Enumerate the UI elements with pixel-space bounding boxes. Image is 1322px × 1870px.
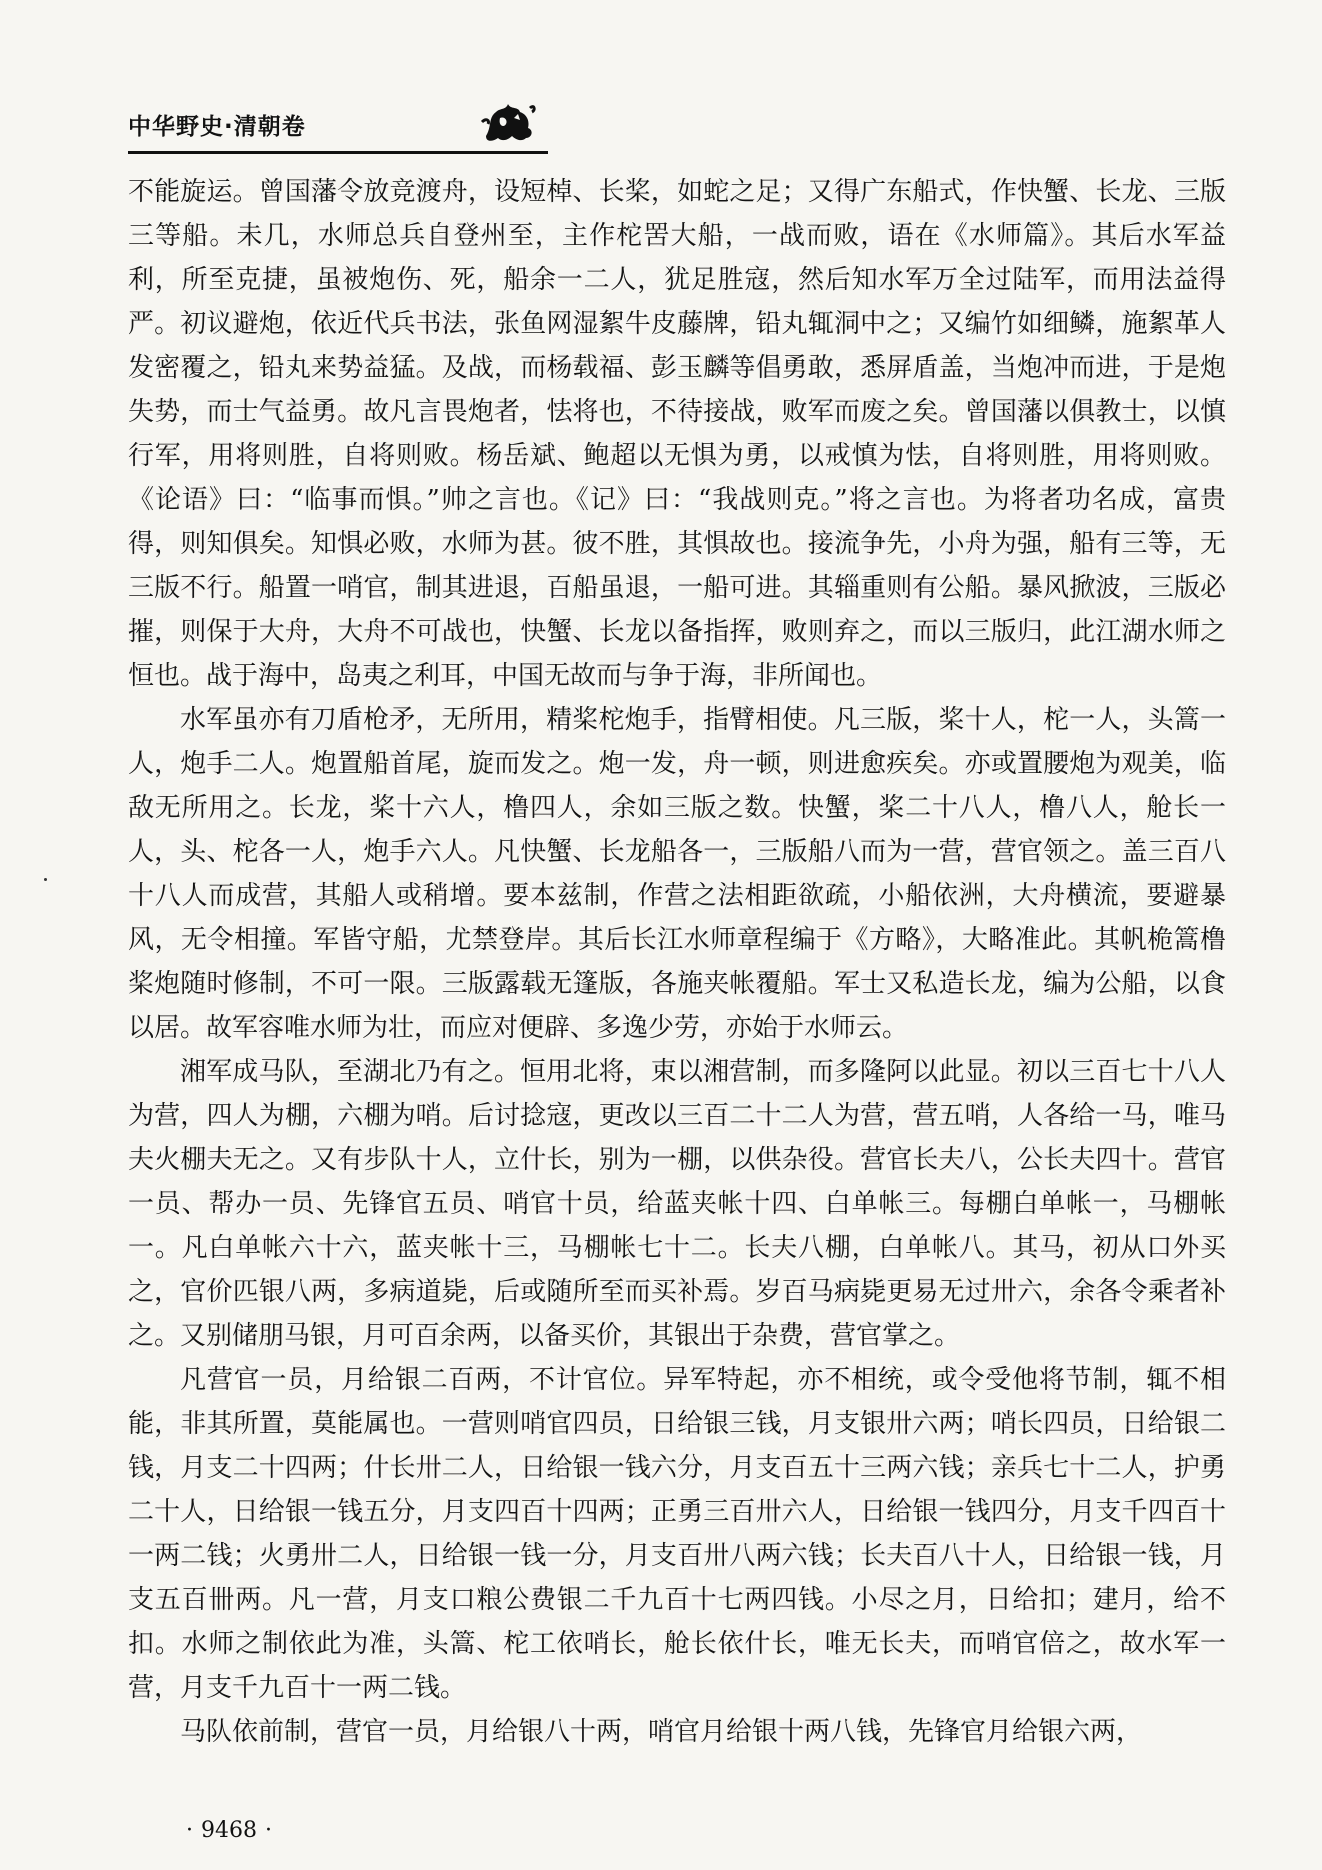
paragraph: 凡营官一员，月给银二百两，不计官位。异军特起，亦不相统，或令受他将节制，辄不相能，非其所置，莫能属也。一营则哨官四员，日给银三钱，月支银卅六两；哨长四员，日给银二钱，月支二十四两；什长卅二人，日给银一钱六分，月支百五十三两六钱；亲兵七十二人，护勇二十人，日给银一钱五分，月支四百十四两；正勇三百卅六人，日给银一钱四分，月支千四百十一两二钱；火勇卅二人，日给银一钱一分，月支百卅八两六钱；长夫百八十人，日给银一钱，月支五百卌两。凡一营，月支口粮公费银二千九百十七两四钱。小尽之月，日给扣；建月，给不扣。水师之制依此为准，头篙、柁工依哨长，舱长依什长，唯无长夫，而哨官倍之，故水军一营，月支千九百十一两二钱。	[128, 1365, 1226, 1703]
scan-speck	[44, 878, 47, 881]
dragon-emblem-icon	[478, 96, 538, 148]
paragraph: 马队依前制，营官一员，月给银八十两，哨官月给银十两八钱，先锋官月给银六两，	[180, 1717, 1143, 1747]
paragraph: 水军虽亦有刀盾枪矛，无所用，精桨柁炮手，指臂相使。凡三版，桨十人，柁一人，头篙一人，炮手二人。炮置船首尾，旋而发之。炮一发，舟一顿，则进愈疾矣。亦或置腰炮为观美，临敌无所用之。长龙，桨十六人，橹四人，余如三版之数。快蟹，桨二十八人，橹八人，舱长一人，头、柁各一人，炮手六人。凡快蟹、长龙船各一，三版船八而为一营，营官领之。盖三百八十八人而成营，其船人或稍增。要本兹制，作营之法相距欲疏，小船依洲，大舟横流，要避暴风，无令相撞。军皆守船，尤禁登岸。其后长江水师章程编于《方略》，大略准此。其帆桅篙橹桨炮随时修制，不可一限。三版露载无篷版，各施夹帐覆船。军士又私造长龙，编为公船，以食以居。故军容唯水师为壮，而应对便辟、多逸少劳，亦始于水师云。	[128, 705, 1226, 1043]
paragraph: 不能旋运。曾国藩令放竞渡舟，设短棹、长桨，如蛇之足；又得广东船式，作快蟹、长龙、三版三等船。未几，水师总兵自登州至，主作柁罟大船，一战而败，语在《水师篇》。其后水军益利，所至克捷，虽被炮伤、死，船余一二人，犹足胜寇，然后知水军万全过陆军，而用法益得严。初议避炮，依近代兵书法，张鱼网湿絮牛皮藤牌，铅丸辄洞中之；又编竹如细鳞，施絮革人发密覆之，铅丸来势益猛。及战，而杨载福、彭玉麟等倡勇敢，悉屏盾盖，当炮冲而进，于是炮失势，而士气益勇。故凡言畏炮者，怯将也，不待接战，败军而废之矣。曾国藩以俱教士，以慎行军，用将则胜，自将则败。杨岳斌、鲍超以无惧为勇，以戒慎为怯，自将则胜，用将则败。《论语》曰：“临事而惧。”帅之言也。《记》曰：“我战则克。”将之言也。为将者功名成，富贵得，则知俱矣。知惧必败，水师为甚。彼不胜，其惧故也。接流争先，小舟为强，船有三等，无三版不行。船置一哨官，制其进退，百船虽退，一船可进。其辎重则有公船。暴风掀波，三版必摧，则保于大舟，大舟不可战也，快蟹、长龙以备指挥，败则弃之，而以三版归，此江湖水师之恒也。战于海中，岛夷之利耳，中国无故而与争于海，非所闻也。	[128, 177, 1226, 691]
page-number: 9468	[201, 1818, 257, 1843]
footer-dot: ·	[186, 1818, 193, 1843]
page-footer	[178, 1818, 280, 1843]
paragraph: 湘军成马队，至湖北乃有之。恒用北将，束以湘营制，而多隆阿以此显。初以三百七十八人为营，四人为棚，六棚为哨。后讨捻寇，更改以三百二十二人为营，营五哨，人各给一马，唯马夫火棚夫无之。又有步队十人，立什长，别为一棚，以供杂役。营官长夫八，公长夫四十。营官一员、帮办一员、先锋官五员、哨官十员，给蓝夹帐十四、白单帐三。每棚白单帐一，马棚帐一。凡白单帐六十六，蓝夹帐十三，马棚帐七十二。长夫八棚，白单帐八。其马，初从口外买之，官价匹银八两，多病道毙，后或随所至而买补焉。岁百马病毙更易无过卅六，余各令乘者补之。又别储朋马银，月可百余两，以备买价，其银出于杂费，营官掌之。	[128, 1057, 1226, 1351]
body-text	[128, 170, 1226, 1754]
footer-dot: ·	[265, 1818, 272, 1843]
header-rule	[128, 151, 548, 154]
running-header	[128, 96, 548, 156]
book-title: 中华野史·清朝卷	[128, 114, 306, 140]
